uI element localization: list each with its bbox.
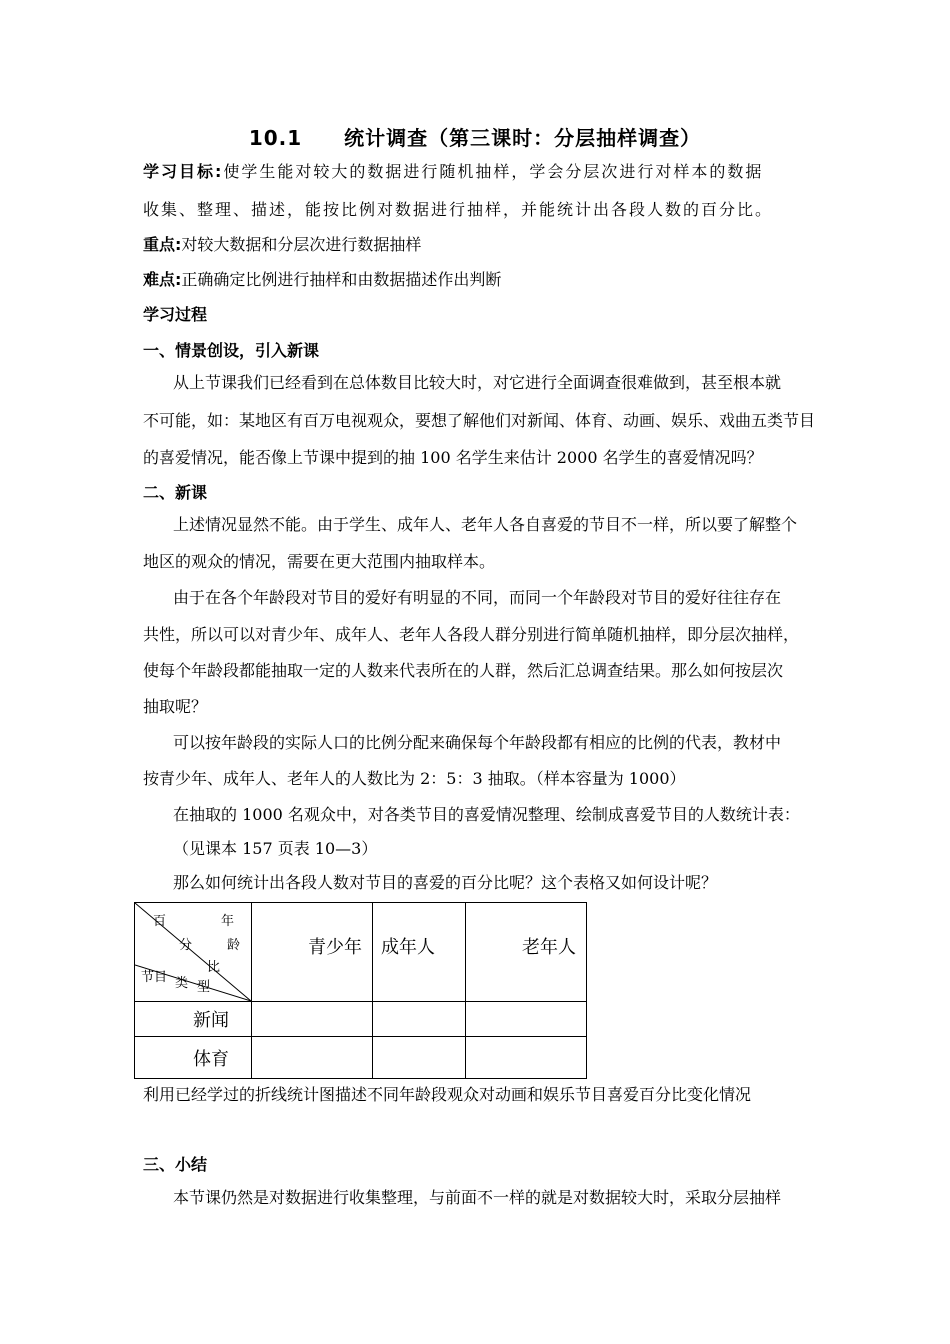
process-heading: 学习过程 [143,305,208,324]
column-header-youth: 青少年 [252,903,373,1002]
section2-p1-line-1: 上述情况显然不能。由于学生、成年人、老年人各自喜爱的节目不一样，所以要了解整个 [173,515,798,534]
percentage-table [134,902,587,1079]
section2-p5: （见课本 157 页表 10—3） [173,839,378,858]
section3-heading: 三、小结 [143,1155,208,1174]
objectives-label: 学习目标: [143,162,224,181]
table-cell [373,1002,466,1037]
section2-p2-line-3: 使每个年龄段都能抽取一定的人数来代表所在的人群，然后汇总调查结果。那么如何按层次 [143,661,784,680]
diag-label-fen: 分 [179,938,193,953]
objectives-line-2: 收集、整理、描述，能按比例对数据进行抽样，并能统计出各段人数的百分比。 [143,200,774,219]
table-cell [466,1002,587,1037]
section1-heading: 一、情景创设，引入新课 [143,341,320,360]
difficulty: 难点:正确确定比例进行抽样和由数据描述作出判断 [143,270,502,289]
section2-p4: 在抽取的 1000 名观众中，对各类节目的喜爱情况整理、绘制成喜爱节目的人数统计表： [173,805,800,824]
table-cell [252,1002,373,1037]
section3-line: 本节课仍然是对数据进行收集整理，与前面不一样的就是对数据较大时，采取分层抽样 [173,1188,782,1207]
diag-label-ling: 龄 [227,938,241,953]
title-text: 统计调查（第三课时：分层抽样调查） [344,126,702,150]
section1-line-3: 的喜爱情况，能否像上节课中提到的抽 100 名学生来估计 2000 名学生的喜爱情况吗？ [143,448,763,467]
section1-line-2: 不可能，如：某地区有百万电视观众，要想了解他们对新闻、体育、动画、娱乐、戏曲五类节目 [143,411,816,430]
section2-p2-line-4: 抽取呢？ [143,697,208,716]
section2-p1-line-2: 地区的观众的情况，需要在更大范围内抽取样本。 [143,552,496,571]
section2-heading: 二、新课 [143,483,208,502]
section2-p2-line-2: 共性，所以可以对青少年、成年人、老年人各段人群分别进行简单随机抽样，即分层次抽样， [143,625,800,644]
table-cell [252,1037,373,1079]
row-label-news: 新闻 [135,1002,252,1037]
diag-label-lei: 类 [175,976,189,991]
row-label-sports: 体育 [135,1037,252,1079]
title-number: 10.1 [248,126,303,150]
section2-p6: 那么如何统计出各段人数对节目的喜爱的百分比呢？这个表格又如何设计呢？ [173,873,718,892]
diag-label-bi: 比 [207,960,221,975]
section2-p3-line-1: 可以按年龄段的实际人口的比例分配来确保每个年龄段都有相应的比例的代表，教材中 [173,733,782,752]
section1-line-1: 从上节课我们已经看到在总体数目比较大时，对它进行全面调查很难做到，甚至根本就 [173,373,782,392]
column-header-adult: 成年人 [373,903,466,1002]
table-cell [373,1037,466,1079]
section2-p2-line-1: 由于在各个年龄段对节目的爱好有明显的不同，而同一个年龄段对节目的爱好往往存在 [173,588,782,607]
key-point: 重点:对较大数据和分层次进行数据抽样 [143,235,422,254]
diag-label-nian: 年 [221,914,235,929]
column-header-elderly: 老年人 [466,903,587,1002]
diag-label-bai: 百 [153,914,167,929]
table-row [135,1002,587,1037]
page-title [0,122,950,151]
section2-p3-line-2: 按青少年、成年人、老年人的人数比为 2：5：3 抽取。（样本容量为 1000） [143,769,686,788]
table-cell [466,1037,587,1079]
diag-label-xing: 型 [197,980,211,995]
diagonal-header-cell [135,903,252,1002]
table-row [135,1037,587,1079]
after-table-text: 利用已经学过的折线统计图描述不同年龄段观众对动画和娱乐节目喜爱百分比变化情况 [143,1085,752,1104]
objectives-line-1: 学习目标:使学生能对较大的数据进行随机抽样，学会分层次进行对样本的数据 [143,162,764,181]
diag-label-jiemu: 节目 [141,970,168,985]
